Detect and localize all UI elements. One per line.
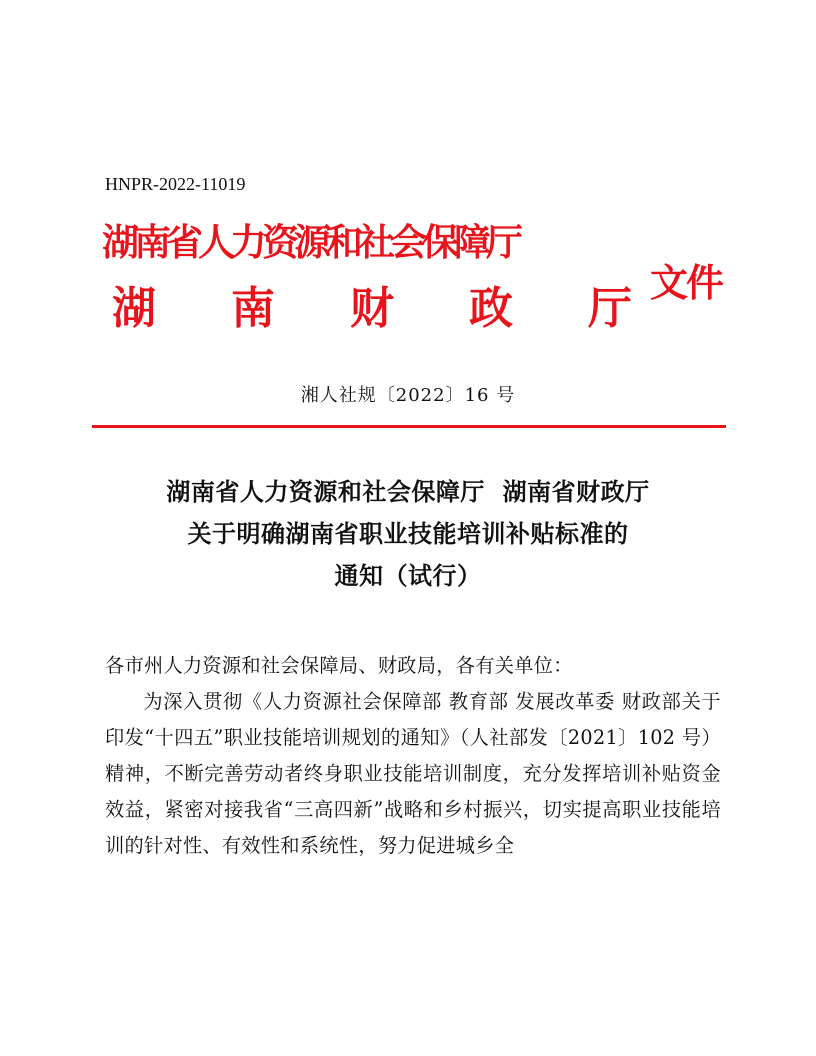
document-number: 湘人社规〔2022〕16 号	[300, 385, 516, 406]
title-line-1: 湖南省人力资源和社会保障厅 湖南省财政厅	[166, 478, 650, 506]
document-type-label: 文件	[650, 261, 723, 305]
document-code: HNPR-2022-11019	[105, 174, 246, 194]
issuer-name-line2	[112, 272, 632, 336]
document-title	[60, 471, 756, 597]
issuer-char: 政	[469, 283, 513, 334]
issuer-char: 财	[350, 283, 394, 334]
issuer-name-line1: 湖南省人力资源和社会保障厅	[102, 221, 518, 264]
salutation: 各市州人力资源和社会保障局、财政局，各有关单位：	[105, 654, 573, 677]
red-divider-line	[92, 425, 726, 428]
title-line-2: 关于明确湖南省职业技能培训补贴标准的	[187, 520, 629, 548]
issuer-char: 厅	[588, 283, 632, 334]
document-body	[105, 648, 721, 864]
issuer-char: 南	[231, 283, 275, 334]
body-paragraph: 为深入贯彻《人力资源社会保障部 教育部 发展改革委 财政部关于印发“十四五”职业技能培训规划的通知》（人社部发〔2021〕102 号）精神，不断完善劳动者终身职业技能培训制度，充分发挥培训补贴资金效益，紧密对接我省“三高四新”战略和乡村振兴，切实提高职业技能培训的针对性、有效性和系统性，努力促进城乡全	[105, 690, 721, 857]
title-line-3: 通知（试行）	[334, 562, 482, 590]
issuer-char: 湖	[112, 283, 156, 334]
